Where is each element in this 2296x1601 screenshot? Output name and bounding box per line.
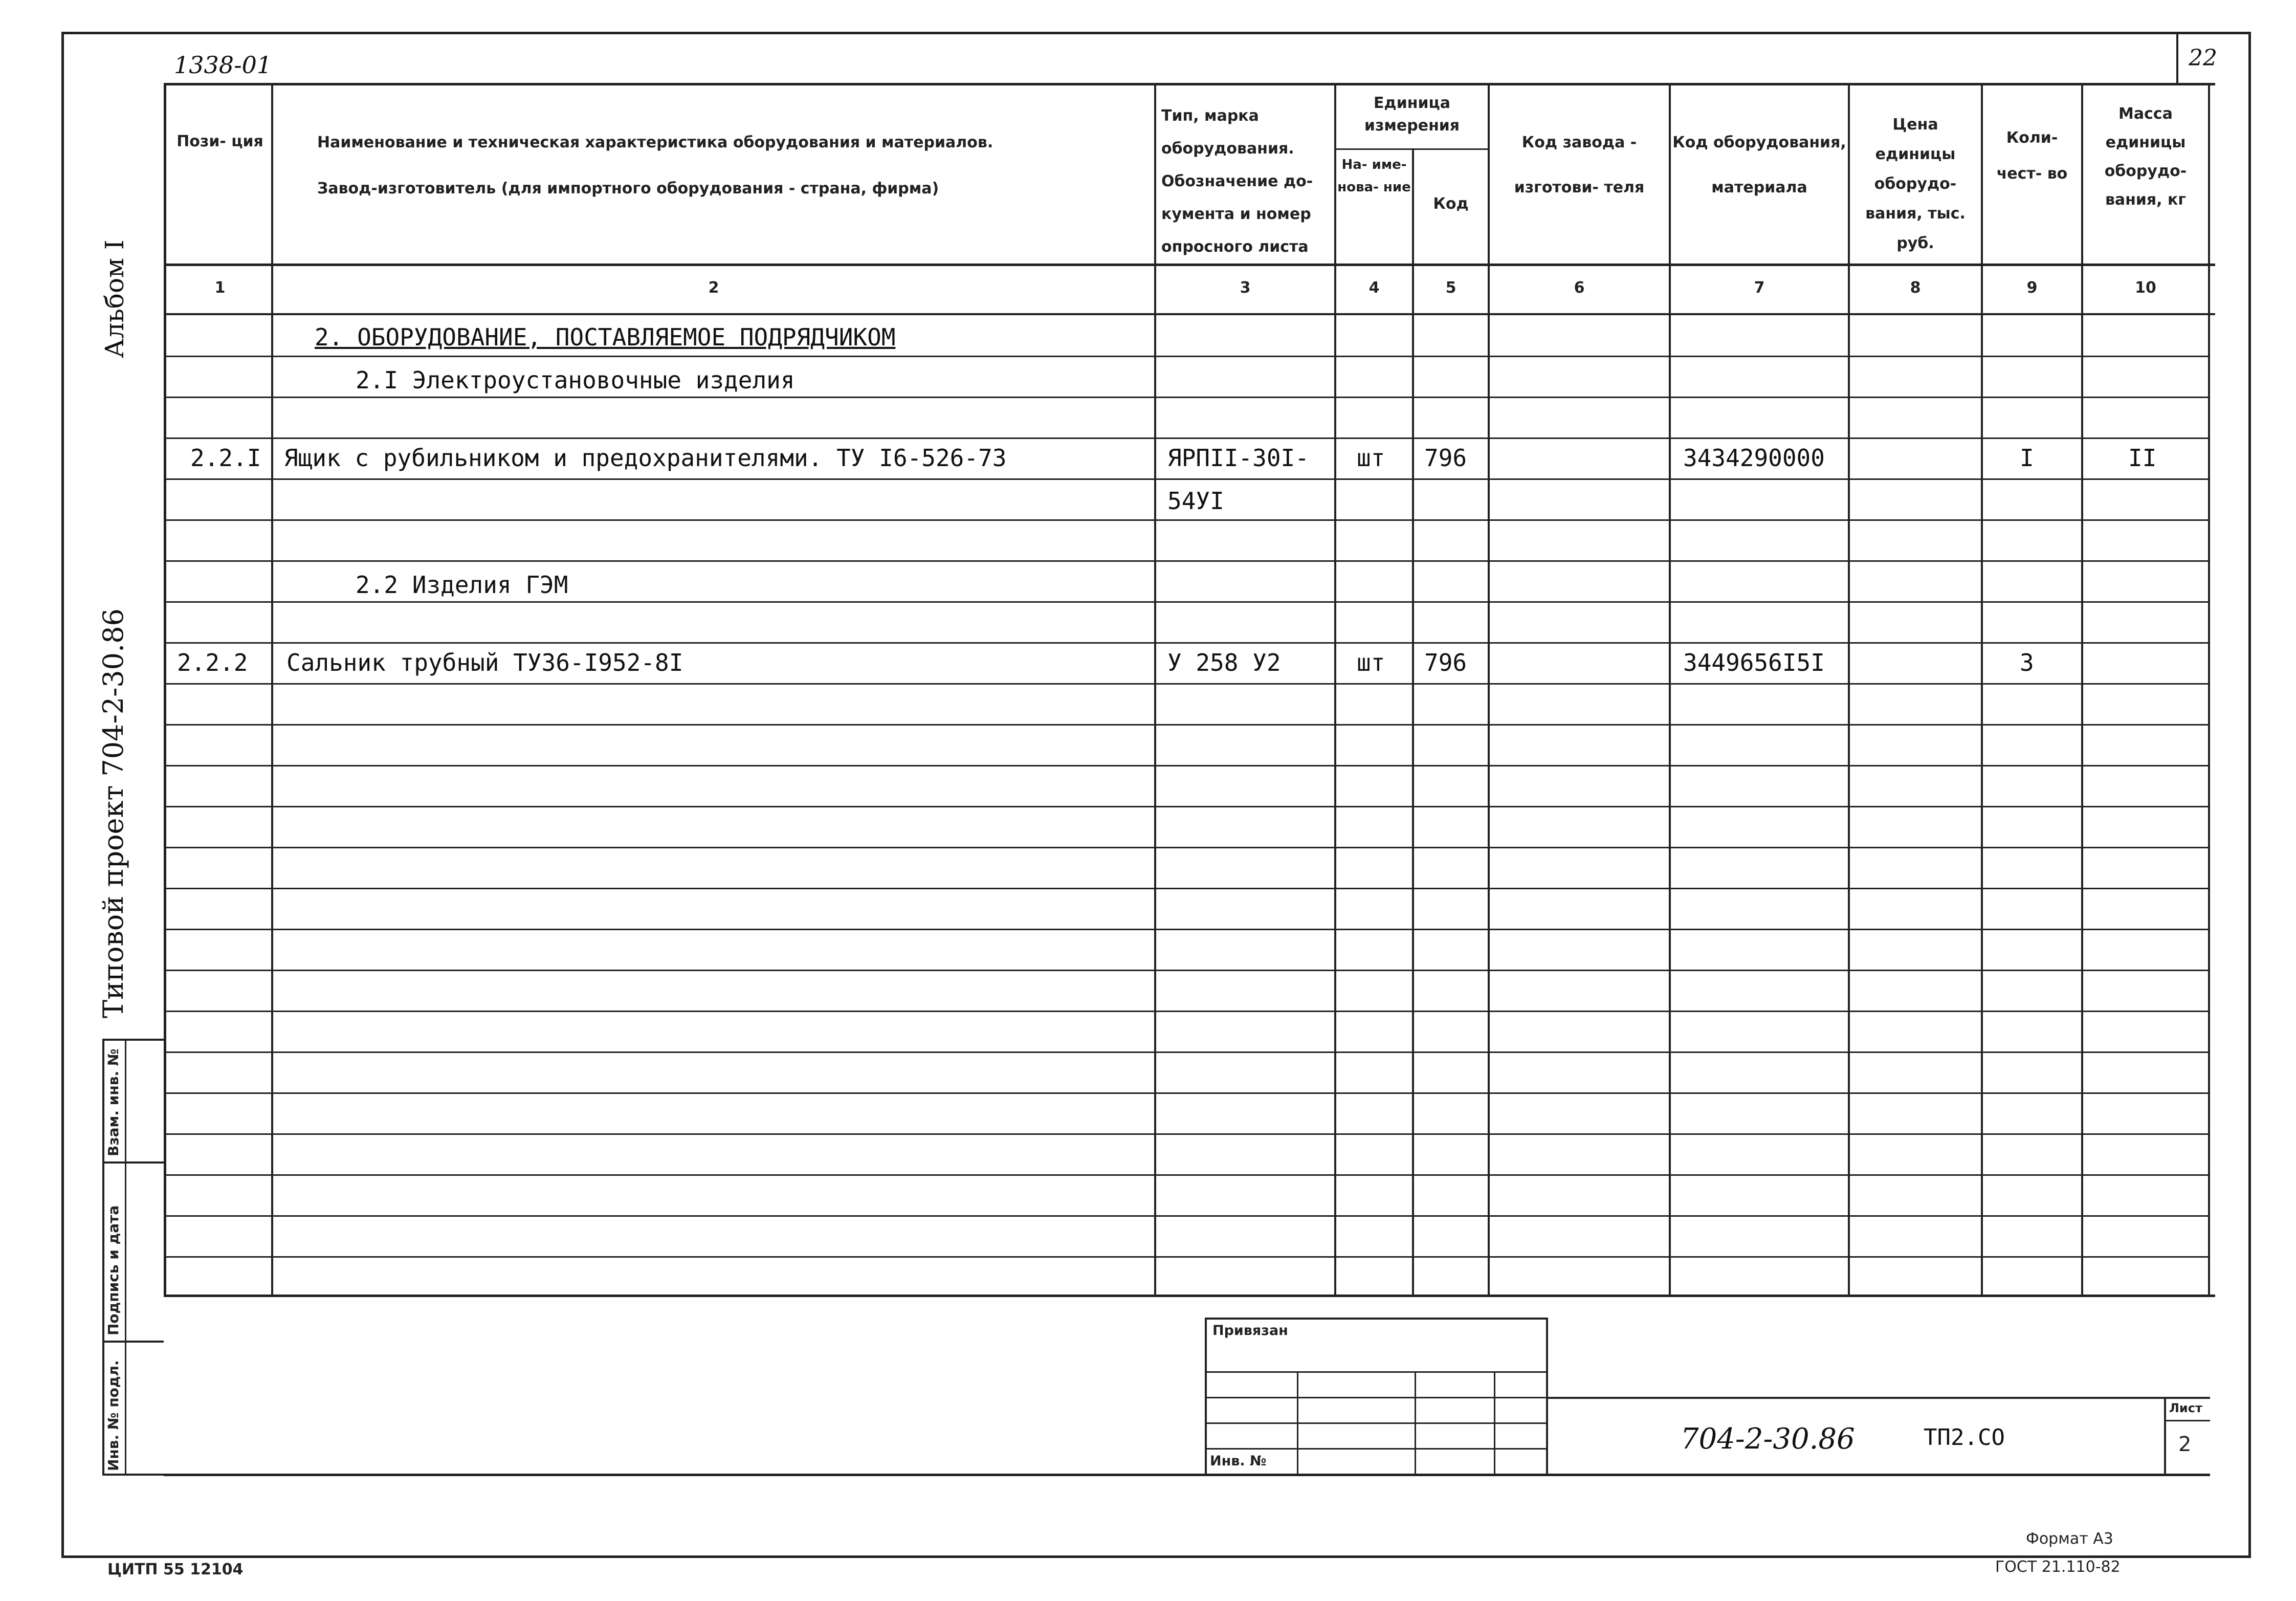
colnum-8: 8 — [1910, 279, 1921, 297]
header-unit-name: На- име- нова- ние — [1337, 157, 1411, 195]
document-code: ТП2.СО — [1924, 1424, 2005, 1451]
stamp-label-inventory: Инв. № подл. — [105, 1360, 122, 1471]
colnum-3: 3 — [1240, 279, 1251, 297]
stamp-label-signature: Подпись и дата — [105, 1205, 122, 1335]
gost-label: ГОСТ 21.110-82 — [1995, 1558, 2121, 1576]
row2-position: 2.2.2 — [177, 649, 248, 676]
page-number-corner: 22 — [2189, 45, 2217, 71]
header-price: Цена единицы оборудо- вания, тыс. руб. — [1865, 116, 1966, 252]
document-designation: 704-2-30.86 — [1681, 1422, 1855, 1456]
row2-quantity: 3 — [2020, 649, 2034, 676]
footer-left-code: ЦИТП 55 12104 — [107, 1561, 244, 1578]
sheet-ref: 1338-01 — [174, 51, 272, 79]
header-name-line1: Наименование и техническая характеристика оборудования и материалов. — [317, 134, 994, 151]
row2-unit: шт — [1357, 649, 1385, 676]
row2-type: У 258 У2 — [1167, 649, 1281, 676]
subsection-heading-2: 2.2 Изделия ГЭМ — [356, 571, 568, 599]
colnum-4: 4 — [1368, 279, 1380, 297]
sheet-label: Лист — [2169, 1401, 2202, 1415]
colnum-7: 7 — [1754, 279, 1765, 297]
header-unit: Единица измерения — [1364, 94, 1460, 135]
header-position: Пози- ция — [176, 133, 263, 150]
sheet-number: 2 — [2178, 1433, 2192, 1456]
subsection-heading-1: 2.I Электроустановочные изделия — [356, 366, 795, 394]
colnum-1: 1 — [214, 279, 226, 297]
header-name-line2: Завод-изготовитель (для импортного оборудования - страна, фирма) — [317, 180, 939, 198]
header-equipment-code: Код оборудования, материала — [1672, 134, 1846, 196]
project-label: Типовой проект 704-2-30.86 — [97, 608, 129, 1018]
header-type: Тип, марка оборудования. Обозначение до- кумента и номер опросного листа — [1161, 107, 1313, 256]
stamp-label-replaced: Взам. инв. № — [105, 1048, 122, 1156]
colnum-2: 2 — [708, 279, 719, 297]
privyazan-label: Привязан — [1212, 1323, 1288, 1339]
colnum-9: 9 — [2026, 279, 2038, 297]
section-heading: 2. ОБОРУДОВАНИЕ, ПОСТАВЛЯЕМОЕ ПОДРЯДЧИКОМ — [315, 323, 896, 351]
corner-divider — [2176, 32, 2178, 83]
row1-type-line2: 54УI — [1167, 487, 1224, 515]
colnum-6: 6 — [1574, 279, 1585, 297]
row1-unit-code: 796 — [1424, 444, 1467, 472]
header-mass: Масса единицы оборудо- вания, кг — [2104, 105, 2187, 209]
row1-type-line1: ЯРПII-30I- — [1167, 444, 1309, 472]
drawing-frame — [61, 32, 2251, 1558]
row2-name: Сальник трубный ТУ36-I952-8I — [286, 649, 683, 676]
row1-quantity: I — [2020, 444, 2034, 472]
row1-name: Ящик с рубильником и предохранителями. ТУ I6-526-73 — [284, 444, 1007, 472]
row2-unit-code: 796 — [1424, 649, 1467, 676]
header-unit-code: Код — [1433, 195, 1469, 213]
row1-position: 2.2.I — [190, 444, 261, 472]
row1-unit: шт — [1357, 444, 1385, 472]
album-label: Альбом I — [100, 239, 129, 358]
row2-equipment-code: 3449656I5I — [1683, 649, 1825, 676]
row1-mass: II — [2128, 444, 2157, 472]
row1-equipment-code: 3434290000 — [1683, 444, 1825, 472]
format-label: Формат А3 — [2026, 1530, 2113, 1548]
header-factory-code: Код завода - изготови- теля — [1514, 134, 1645, 196]
colnum-10: 10 — [2135, 279, 2156, 297]
inventory-number-label: Инв. № — [1210, 1453, 1267, 1469]
colnum-5: 5 — [1445, 279, 1456, 297]
header-quantity: Коли- чест- во — [1996, 129, 2068, 183]
